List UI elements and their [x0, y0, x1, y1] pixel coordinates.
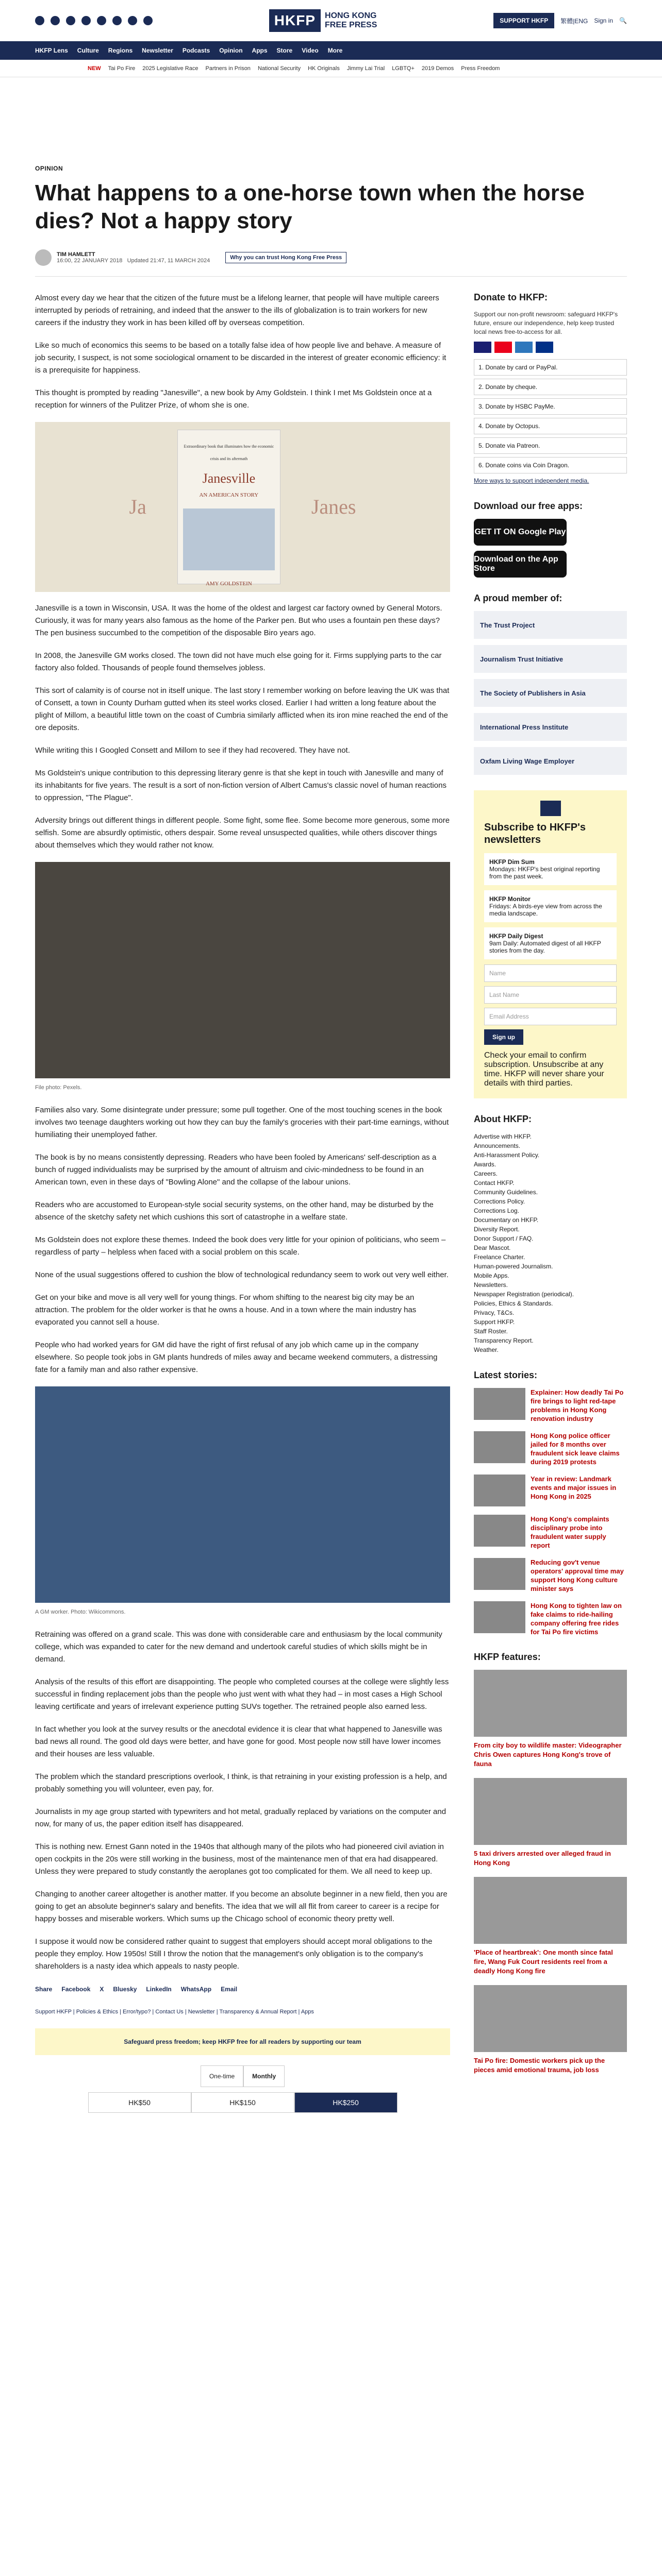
amex-icon: [515, 342, 533, 353]
newsletter-title: Subscribe to HKFP's newsletters: [484, 822, 586, 845]
latest-story[interactable]: [474, 1431, 627, 1466]
nav-item[interactable]: Regions: [108, 47, 133, 54]
about-link[interactable]: Corrections Log.: [474, 1207, 520, 1214]
story-thumbnail: [474, 1431, 525, 1463]
donate-title: Donate to HKFP:: [474, 292, 548, 302]
about-box: [474, 1114, 627, 1354]
article-title: What happens to a one-horse town when the horse dies? Not a happy story: [35, 180, 585, 233]
social-links: [35, 16, 153, 25]
youtube-icon[interactable]: [97, 16, 106, 25]
nav-item[interactable]: Newsletter: [142, 47, 173, 54]
newsletter-option[interactable]: HKFP Dim Sum Mondays: HKFP's best original reporting from the past week.: [484, 853, 617, 885]
latest-story[interactable]: [474, 1558, 627, 1593]
feature-story[interactable]: [474, 1877, 627, 1976]
story-title[interactable]: Hong Kong's complaints disciplinary probe into fraudulent water supply report: [531, 1515, 609, 1549]
visa-icon: [474, 342, 491, 353]
paragraph: Ms Goldstein does not explore these themes. Indeed the book does very little for your opinion of politicians, who seem – regardless of party – helpless when faced with a social problem on this scale.: [35, 1235, 446, 1257]
x-icon[interactable]: [51, 16, 60, 25]
story-title[interactable]: Explainer: How deadly Tai Po fire brings to light red-tape problems in Hong Kong renovation industry: [531, 1388, 624, 1422]
paragraph: This sort of calamity is of course not in itself unique. The last story I remember working on before leaving the UK was that of Consett, a town in County Durham gutted when its steel works closed. Earlier I had written a long feature about the plight of Millom, a beautiful little town on the coast of Cumbria similarly afflicted when its iron mine reached the end of the ore deposits.: [35, 686, 450, 732]
last-name-field[interactable]: Last Name: [484, 986, 617, 1004]
nav-item[interactable]: More: [327, 47, 343, 54]
newsletter-option[interactable]: HKFP Monitor Fridays: A birds-eye view from across the media landscape.: [484, 890, 617, 922]
latest-title: Latest stories:: [474, 1370, 538, 1380]
about-link[interactable]: Diversity Report.: [474, 1226, 520, 1233]
about-link[interactable]: Donor Support / FAQ.: [474, 1235, 534, 1242]
share-whatsapp[interactable]: WhatsApp: [180, 1986, 212, 1993]
about-title: About HKFP:: [474, 1114, 532, 1124]
linkedin-icon[interactable]: [112, 16, 122, 25]
donate-option[interactable]: 3. Donate by HSBC PayMe.: [474, 398, 627, 415]
footer-links[interactable]: Support HKFP | Policies & Ethics | Error/typo? | Contact Us | Newsletter | Transparency & Annual Report | Apps: [35, 2009, 314, 2015]
paragraph: Changing to another career altogether is another matter. If you become an absolute beginner in a new field, then you are going to get an absolute beginner's salary and benefits. The idea that we will all flit from career to career is a recipe for happy bosses and miserable workers. Which sums up the Chicago school of economic theory pretty well.: [35, 1890, 448, 1923]
subnav-item[interactable]: Partners in Prison: [205, 65, 251, 72]
paragraph: While writing this I Googled Consett and Millom to see if they had recovered. They have not.: [35, 746, 350, 755]
donate-option[interactable]: 4. Donate by Octopus.: [474, 418, 627, 434]
about-link[interactable]: Community Guidelines.: [474, 1189, 538, 1196]
about-link[interactable]: Staff Roster.: [474, 1328, 508, 1335]
story-thumbnail: [474, 1515, 525, 1547]
paragraph: Readers who are accustomed to European-style social security systems, on the other hand, may be disturbed by the absence of the sketchy safety net which cushions this sort of catastrophe in a welfare state.: [35, 1200, 434, 1222]
threads-icon[interactable]: [81, 16, 91, 25]
share-bluesky[interactable]: Bluesky: [113, 1986, 137, 1993]
about-link[interactable]: Newsletters.: [474, 1281, 508, 1289]
book-cover-image: Ja Extraordinary book that illuminates how the economic crisis and its aftermath Janesville AN AMERICAN STORY AMY GOLDSTEIN Janes: [35, 422, 450, 592]
tab-monthly[interactable]: Monthly: [243, 2065, 285, 2087]
book-blurb: Extraordinary book that illuminates how the economic crisis and its aftermath: [184, 444, 274, 461]
member-logo[interactable]: International Press Institute: [474, 713, 627, 741]
member-logo[interactable]: The Trust Project: [474, 611, 627, 639]
feature-title[interactable]: Tai Po fire: Domestic workers pick up the pieces amid emotional trauma, job loss: [474, 2057, 605, 2074]
features-box: [474, 1652, 627, 2075]
about-link[interactable]: Anti-Harassment Policy.: [474, 1151, 540, 1159]
apps-title: Download our free apps:: [474, 501, 583, 511]
share-label: Share: [35, 1986, 53, 1993]
name-field[interactable]: Name: [484, 964, 617, 982]
about-link[interactable]: Freelance Charter.: [474, 1253, 525, 1261]
image-caption: File photo: Pexels.: [35, 1084, 82, 1091]
about-link[interactable]: Announcements.: [474, 1142, 521, 1149]
feature-story[interactable]: [474, 1778, 627, 1868]
instagram-icon[interactable]: [66, 16, 75, 25]
signup-button[interactable]: Sign up: [484, 1029, 523, 1045]
search-icon[interactable]: 🔍: [619, 17, 627, 24]
worker-photo: [35, 862, 450, 1078]
byline: [35, 249, 627, 266]
about-link[interactable]: Awards.: [474, 1161, 496, 1168]
share-bar: [35, 1983, 450, 1995]
about-link[interactable]: Support HKFP.: [474, 1318, 515, 1326]
feature-thumbnail: [474, 1877, 627, 1944]
feature-story[interactable]: [474, 1985, 627, 2075]
publish-date: 16:00, 22 JANUARY 2018: [57, 258, 123, 264]
about-link[interactable]: Dear Mascot.: [474, 1244, 511, 1251]
site-logo[interactable]: [269, 9, 377, 32]
trust-link[interactable]: Why you can trust Hong Kong Free Press: [225, 252, 346, 263]
paragraph: Get on your bike and move is all very well for young things. For whom shifting to the nearest big city may be an attraction. The problem for the older worker is that he owns a house. And in a town where the main industry has evaporated you cannot sell a house.: [35, 1293, 417, 1327]
site-header: [0, 0, 662, 77]
envelope-icon: [540, 801, 561, 816]
latest-story[interactable]: [474, 1601, 627, 1636]
about-link[interactable]: Contact HKFP.: [474, 1179, 515, 1187]
amount-option[interactable]: HK$150: [191, 2092, 294, 2113]
paragraph: Adversity brings out different things in different people. Some fight, some flee. Some become more generous, some more selfish. Some are absurdly optimistic, others despair. Some reveal unsuspected qualities, while others discover things about themselves which they would rather not know.: [35, 816, 450, 850]
donate-option[interactable]: 2. Donate by cheque.: [474, 379, 627, 395]
about-link[interactable]: Human-powered Journalism.: [474, 1263, 553, 1270]
logo-mark: HKFP: [269, 9, 321, 32]
about-link[interactable]: Transparency Report.: [474, 1337, 534, 1344]
donate-amounts: [35, 2092, 450, 2113]
donate-box: [474, 292, 627, 485]
nav-item[interactable]: Opinion: [219, 47, 243, 54]
amount-option-selected[interactable]: HK$250: [294, 2092, 398, 2113]
paragraph: The problem which the standard prescriptions overlook, I think, is that retraining in your existing profession is a help, and probably something you will volunteer, even pay, for.: [35, 1772, 447, 1793]
member-logo[interactable]: The Society of Publishers in Asia: [474, 679, 627, 707]
latest-story[interactable]: [474, 1515, 627, 1550]
story-title[interactable]: Reducing gov't venue operators' approval time may support Hong Kong culture minister says: [531, 1558, 624, 1592]
nav-item[interactable]: Apps: [252, 47, 268, 54]
paragraph: Like so much of economics this seems to be based on a totally false idea of how people live and behave. A measure of job security, I suspect, is not some sociological ornament to be discarded in the interest of greater economic efficiency: it is a prerequisite for happiness.: [35, 341, 446, 375]
subnav-item[interactable]: Press Freedom: [461, 65, 500, 72]
feature-title[interactable]: 'Place of heartbreak': One month since fatal fire, Wang Fuk Court residents reel from a deadly Hong Kong fire: [474, 1948, 613, 1975]
gm-worker-photo: [35, 1386, 450, 1603]
facebook-icon[interactable]: [35, 16, 44, 25]
subnav-item[interactable]: Tai Po Fire: [108, 65, 136, 72]
story-thumbnail: [474, 1601, 525, 1633]
safeguard-banner[interactable]: Safeguard press freedom; keep HKFP free for all readers by supporting our team: [35, 2028, 450, 2055]
article-body: [35, 292, 450, 2113]
nav-item[interactable]: Podcasts: [182, 47, 210, 54]
share-linkedin[interactable]: LinkedIn: [146, 1986, 172, 1993]
book-cover: [177, 430, 280, 587]
about-link[interactable]: Corrections Policy.: [474, 1198, 525, 1205]
feature-thumbnail: [474, 1670, 627, 1737]
paypal-icon: [536, 342, 553, 353]
subnav-item[interactable]: LGBTQ+: [392, 65, 415, 72]
feature-thumbnail: [474, 1985, 627, 2052]
about-list: [474, 1132, 627, 1354]
author-avatar: [35, 249, 52, 266]
feature-title[interactable]: From city boy to wildlife master: Videographer Chris Owen captures Hong Kong's trove of fauna: [474, 1741, 622, 1768]
app-store-button[interactable]: Download on the App Store: [474, 551, 567, 578]
donate-text[interactable]: Support our non-profit newsroom: safeguard HKFP's future, ensure our independence, help keep trusted local news free-to-access for all.: [474, 311, 618, 335]
subnav-item[interactable]: 2025 Legislative Race: [142, 65, 198, 72]
payment-icons: [474, 342, 627, 353]
book-subtitle: AN AMERICAN STORY: [199, 492, 259, 498]
paragraph: I suppose it would now be considered rather quaint to suggest that employers should accept moral obligations to the people they employ. How 1950s! Still I throw the notion that the management's only obligation is to the company's shareholders is a nasty idea which appeals to nasty people.: [35, 1937, 433, 1971]
paragraph: The book is by no means consistently depressing. Readers who have been fooled by Americans' self-description as a bunch of rugged individualists may be surprised by the amount of altruism and civic-mindedness to be found in an American town, even in these days of "Bowling Alone" and the collapse of the labour unions.: [35, 1153, 437, 1187]
telegram-icon[interactable]: [128, 16, 137, 25]
about-link[interactable]: Documentary on HKFP.: [474, 1216, 539, 1224]
mastercard-icon: [494, 342, 512, 353]
google-play-button[interactable]: GET IT ON Google Play: [474, 519, 567, 546]
donate-frequency: [35, 2065, 450, 2087]
updated-date: Updated 21:47, 11 MARCH 2024: [127, 258, 210, 264]
paragraph: Ms Goldstein's unique contribution to this depressing literary genre is that she kept in touch with Janesville and many of its inhabitants for five years. The result is a sort of non-fiction version of Albert Camus's classic novel of human reactions to oppression, "The Plague".: [35, 769, 446, 802]
member-logo[interactable]: Journalism Trust Initiative: [474, 645, 627, 673]
paragraph: This thought is prompted by reading "Janesville", a new book by Amy Goldstein. I think I met Ms Goldstein once at a reception for winners of the Pulitzer Prize, of whom she is one.: [35, 388, 432, 410]
paragraph: Almost every day we hear that the citizen of the future must be a lifelong learner, that people will have multiple careers interrupted by periods of retraining, and indeed that the answer to the ills of globalization is to train workers for new careers if the industry they work in has been killed off by overseas competition.: [35, 294, 439, 327]
author-name[interactable]: TIM HAMLETT: [57, 251, 95, 258]
donate-option[interactable]: 1. Donate by card or PayPal.: [474, 359, 627, 376]
book-photo: [183, 509, 275, 570]
paragraph: Journalists in my age group started with typewriters and hot metal, gradually replaced by variations on the computer and now, for many of us, the paper edition itself has disappeared.: [35, 1807, 446, 1828]
story-thumbnail: [474, 1558, 525, 1590]
share-email[interactable]: Email: [221, 1986, 238, 1993]
donate-option[interactable]: 5. Donate via Patreon.: [474, 437, 627, 454]
feature-thumbnail: [474, 1778, 627, 1845]
signin-link[interactable]: Sign in: [594, 17, 614, 24]
about-link[interactable]: Weather.: [474, 1346, 499, 1353]
member-box: [474, 593, 627, 775]
newsletter-option[interactable]: HKFP Daily Digest 9am Daily: Automated digest of all HKFP stories from the day.: [484, 927, 617, 959]
newsletter-note: Check your email to confirm subscription. Unsubscribe at any time. HKFP will never share your details with third parties.: [484, 1051, 604, 1088]
latest-story[interactable]: [474, 1475, 627, 1506]
story-title[interactable]: Year in review: Landmark events and major issues in Hong Kong in 2025: [531, 1475, 617, 1500]
subnav-item[interactable]: HK Originals: [308, 65, 340, 72]
latest-box: [474, 1370, 627, 1636]
paragraph: Retraining was offered on a grand scale. This was done with considerable care and enthusiasm by the local community college, which was expanded to cater for the new demand and undertook careful studies of which skills might be in demand.: [35, 1630, 442, 1664]
about-link[interactable]: Mobile Apps.: [474, 1272, 509, 1279]
paragraph: People who had worked years for GM did have the right of first refusal of any job which came up in the company elsewhere. So people took jobs in GM plants hundreds of miles away and became weekend commuters, a distressing fate for a family man and also rather expensive.: [35, 1341, 438, 1374]
share-facebook[interactable]: Facebook: [61, 1986, 91, 1993]
nav-item[interactable]: HKFP Lens: [35, 47, 68, 54]
donate-more-link[interactable]: More ways to support independent media.: [474, 477, 589, 484]
paragraph: Janesville is a town in Wisconsin, USA. It was the home of the oldest and largest car factory owned by General Motors. Curiously, it was for many years also famous as the home of the Parker pen. But who uses a fountain pen these days? The pen business succumbed to the competition of the disposable Biro years ago.: [35, 604, 442, 637]
rss-icon[interactable]: [143, 16, 153, 25]
story-title[interactable]: Hong Kong police officer jailed for 8 months over fraudulent sick leave claims during 2019 protests: [531, 1432, 620, 1466]
member-title: A proud member of:: [474, 593, 562, 603]
nav-item[interactable]: Video: [302, 47, 319, 54]
about-link[interactable]: Careers.: [474, 1170, 498, 1177]
paragraph: In fact whether you look at the survey results or the anecdotal evidence it is clear that what happened to Janesville was bad news all round. The good old days were better, and have gone for good. Most people now still have lower incomes and their houses are less valuable.: [35, 1725, 442, 1758]
donate-option[interactable]: 6. Donate coins via Coin Dragon.: [474, 457, 627, 473]
subnav-item[interactable]: National Security: [257, 65, 301, 72]
image-caption: A GM worker. Photo: Wikicommons.: [35, 1609, 126, 1615]
sub-nav: [0, 60, 662, 77]
logo-text-line2: FREE PRESS: [325, 21, 377, 29]
about-link[interactable]: Privacy, T&Cs.: [474, 1309, 515, 1316]
paragraph: This is nothing new. Ernest Gann noted in the 1940s that although many of the pilots who had pioneered civil aviation in open cockpits in the 20s were still working in the business, most of the maintenance men of that era had disappeared. Unless they were prepared to study constantly the aeroplanes got too complicated for them. We all need to keep up.: [35, 1842, 444, 1876]
book-title: Janesville: [202, 471, 256, 486]
amount-option[interactable]: HK$50: [88, 2092, 191, 2113]
paragraph: Families also vary. Some disintegrate under pressure; some pull together. One of the most touching scenes in the book involves two teenage daughters working out how they can buy the family's groceries with their part-time earnings, without humiliating their unemployed father.: [35, 1106, 449, 1139]
paragraph: In 2008, the Janesville GM works closed. The town did not have much else going for it. Firms supplying parts to the car factory also folded. Thousands of people found themselves jobless.: [35, 651, 442, 672]
subnav-item[interactable]: Jimmy Lai Trial: [346, 65, 385, 72]
member-logo[interactable]: Oxfam Living Wage Employer: [474, 747, 627, 775]
tab-one-time[interactable]: One-time: [201, 2065, 243, 2087]
feature-title[interactable]: 5 taxi drivers arrested over alleged fraud in Hong Kong: [474, 1850, 611, 1867]
story-thumbnail: [474, 1388, 525, 1420]
newsletter-box: [474, 790, 627, 1098]
sidebar: [474, 292, 627, 2113]
nav-item[interactable]: Store: [276, 47, 293, 54]
about-link[interactable]: Newspaper Registration (periodical).: [474, 1291, 574, 1298]
share-x[interactable]: X: [100, 1986, 104, 1993]
support-button[interactable]: SUPPORT HKFP: [493, 13, 554, 28]
story-thumbnail: [474, 1475, 525, 1506]
email-field[interactable]: Email Address: [484, 1008, 617, 1025]
subnav-item[interactable]: 2019 Demos: [421, 65, 454, 72]
section-label[interactable]: OPINION: [35, 165, 63, 172]
features-title: HKFP features:: [474, 1652, 541, 1662]
book-author: AMY GOLDSTEIN: [205, 581, 252, 587]
feature-story[interactable]: [474, 1670, 627, 1769]
about-link[interactable]: Advertise with HKFP.: [474, 1133, 532, 1140]
paragraph: Analysis of the results of this effort are disappointing. The people who completed courses at the college were slightly less successful in finding replacement jobs than the people who just went with what they had – in most cases a High School leaving certificate and years of irrelevant experience putting SUVs together. The retrained people also earned less.: [35, 1677, 449, 1711]
new-badge: NEW: [88, 65, 101, 72]
about-link[interactable]: Policies, Ethics & Standards.: [474, 1300, 553, 1307]
paragraph: None of the usual suggestions offered to cushion the blow of technological redundancy seem to work out very well either.: [35, 1270, 449, 1279]
story-title[interactable]: Hong Kong to tighten law on fake claims to ride-hailing company offering free rides for Tai Po fire victims: [531, 1602, 622, 1636]
main-nav: [0, 41, 662, 60]
latest-story[interactable]: [474, 1388, 627, 1423]
nav-item[interactable]: Culture: [77, 47, 99, 54]
language-switch[interactable]: 繁體|ENG: [560, 17, 588, 25]
logo-text-line1: HONG KONG: [325, 11, 377, 20]
apps-box: [474, 501, 627, 578]
